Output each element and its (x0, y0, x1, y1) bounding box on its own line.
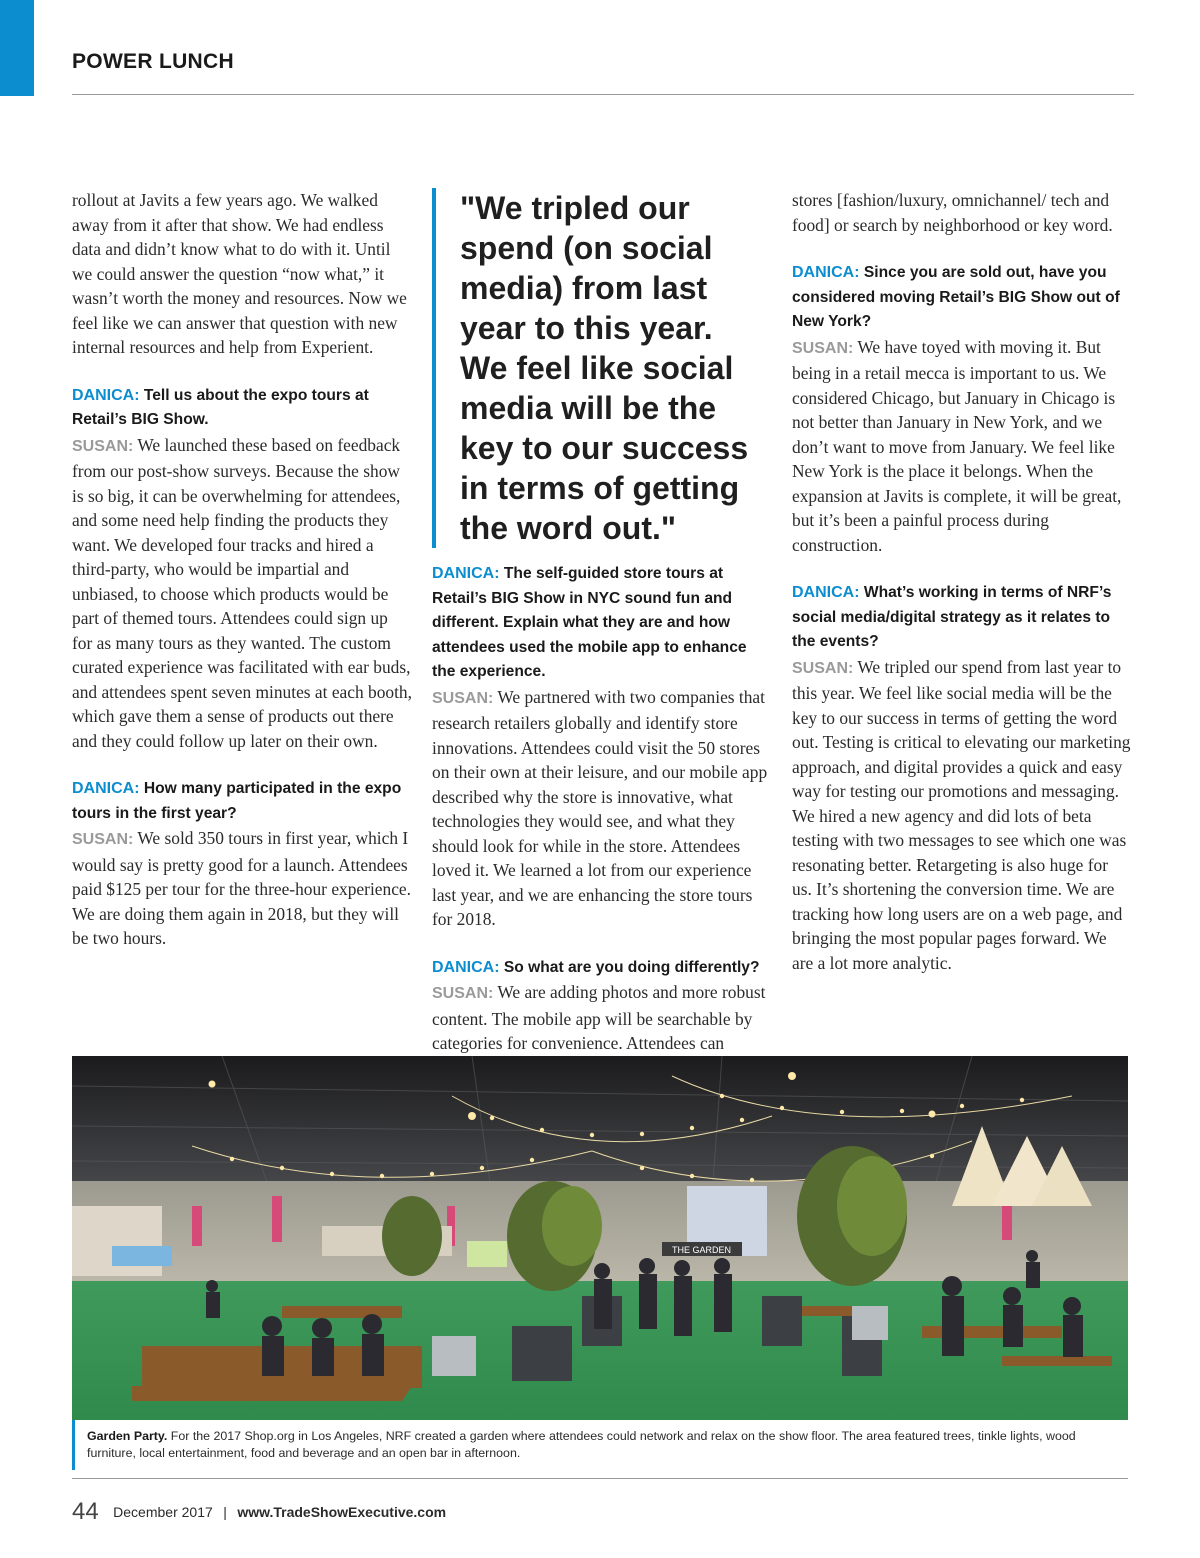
speaker-danica: DANICA: (432, 958, 500, 976)
column-3 (792, 188, 1132, 975)
speaker-susan: SUSAN: (792, 339, 854, 357)
answer-text: We sold 350 tours in first year, which I would say is pretty good for a launch. Attendees paid $125 per tour for the three-hour experience. We are doing them again in 2018, but they will be two hours. (72, 828, 411, 948)
answer (792, 335, 1132, 558)
page-number: 44 (72, 1498, 99, 1525)
answer-text: We have toyed with moving it. But being in a retail mecca is important to us. We considered Chicago, but January in Chicago is not better than January in New York, and we don’t want to move from January. We feel like New York is the place it belongs. When the expansion at Javits is complete, it will be great, but it’s been a painful process during construction. (792, 336, 1122, 555)
speaker-susan: SUSAN: (72, 437, 134, 455)
column-2 (432, 188, 768, 1080)
question-text: So what are you doing differently? (503, 958, 760, 976)
answer (432, 685, 768, 932)
question-text: What’s working in terms of NRF’s social media/digital strategy as it relates to the events? (792, 584, 1112, 650)
question-text: How many participated in the expo tours in the first year? (72, 780, 402, 822)
question-text: Since you are sold out, have you considered moving Retail’s BIG Show out of New York? (792, 264, 1120, 330)
speaker-danica: DANICA: (72, 386, 140, 404)
speaker-susan: SUSAN: (432, 689, 494, 707)
caption-text: For the 2017 Shop.org in Los Angeles, NRF created a garden where attendees could network and relax on the show floor. The area featured trees, tinkle lights, wood furniture, local entertainment, food and beverage and an open bar in afternoon. (87, 1429, 1076, 1460)
pull-quote: "We tripled our spend (on social media) from last year to this year. We feel like social media will be the key to our success in terms of getting the word out." (432, 188, 768, 548)
photo-caption (72, 1420, 1128, 1470)
speaker-danica: DANICA: (792, 264, 860, 281)
answer-text: We are adding photos and more robust content. The mobile app will be searchable by categories for convenience. Attendees can (432, 982, 766, 1053)
question (72, 384, 412, 433)
question (432, 562, 768, 685)
garden-sign-text: THE GARDEN (672, 1245, 732, 1255)
footer-divider (72, 1478, 1128, 1479)
speaker-susan: SUSAN: (72, 831, 134, 848)
column-1 (72, 188, 412, 951)
question (792, 261, 1132, 335)
issue-date: December 2017 (113, 1504, 213, 1520)
website-link[interactable]: www.TradeShowExecutive.com (237, 1504, 447, 1520)
body-paragraph: rollout at Javits a few years ago. We walked away from it after that show. We had endless data and didn’t know what to do with it. Until we could answer the question “now what,” it wasn’t worth the money and resources. Now we feel like we can answer that question with new internal resources and help from Experient. (72, 190, 407, 357)
question (432, 956, 768, 981)
question-text: The self-guided store tours at Retail’s BIG Show in NYC sound fun and different. Explain what they are and how attendees used the mobile app to enhance the experience. (432, 565, 747, 680)
answer (72, 433, 412, 754)
answer-text: We partnered with two companies that research retailers globally and identify store innovations. Attendees could visit the 50 stores on their own at their leisure, and our mobile app described why the store is innovative, what technologies they would see, and what they should look for while in the store. Attendees loved it. We learned a lot from our experience last year, and we are enhancing the store tours for 2018. (432, 686, 768, 929)
answer (72, 826, 412, 951)
caption-title: Garden Party. (87, 1429, 168, 1443)
answer-text: We launched these based on feedback from our post-show surveys. Because the show is so big, it can be overwhelming for attendees, and some need help finding the products they want. We developed four tracks and hired a third-party, who would be impartial and unbiased, to choose which products would be part of themed tours. Attendees could sign up for as many tours as they wanted. The custom curated experience was facilitated with ear buds, and attendees spent seven minutes at each booth, which gave them a sense of products out there and they could follow up later on their own. (72, 434, 412, 751)
speaker-danica: DANICA: (432, 565, 500, 582)
question (72, 777, 412, 826)
speaker-danica: DANICA: (792, 584, 860, 601)
speaker-susan: SUSAN: (432, 985, 494, 1002)
garden-party-photo (72, 1056, 1128, 1420)
question (792, 581, 1132, 655)
footer (72, 1498, 446, 1526)
answer (792, 655, 1132, 976)
answer-text: We tripled our spend from last year to this year. We feel like social media will be the key to our success in terms of getting the word out. Testing is critical to elevating our marketing approach, and digital provides a quick and easy way for testing our promotions and messaging. We hired a new agency and did lots of beta testing with two messages to see which one was resonating better. Retargeting is also huge for us. It’s shortening the conversion time. We are tracking how long users are on a web page, and bringing the most popular pages forward. We are a lot more analytic. (792, 656, 1131, 973)
question-text: Tell us about the expo tours at Retail’s BIG Show. (72, 386, 369, 428)
speaker-danica: DANICA: (72, 780, 140, 797)
header-divider (72, 94, 1134, 95)
section-title: POWER LUNCH (72, 50, 234, 73)
body-paragraph: stores [fashion/luxury, omnichannel/ tech and food] or search by neighborhood or key word. (792, 190, 1113, 235)
footer-separator: | (223, 1504, 227, 1520)
header-accent-bar (0, 0, 34, 96)
speaker-susan: SUSAN: (792, 659, 854, 677)
